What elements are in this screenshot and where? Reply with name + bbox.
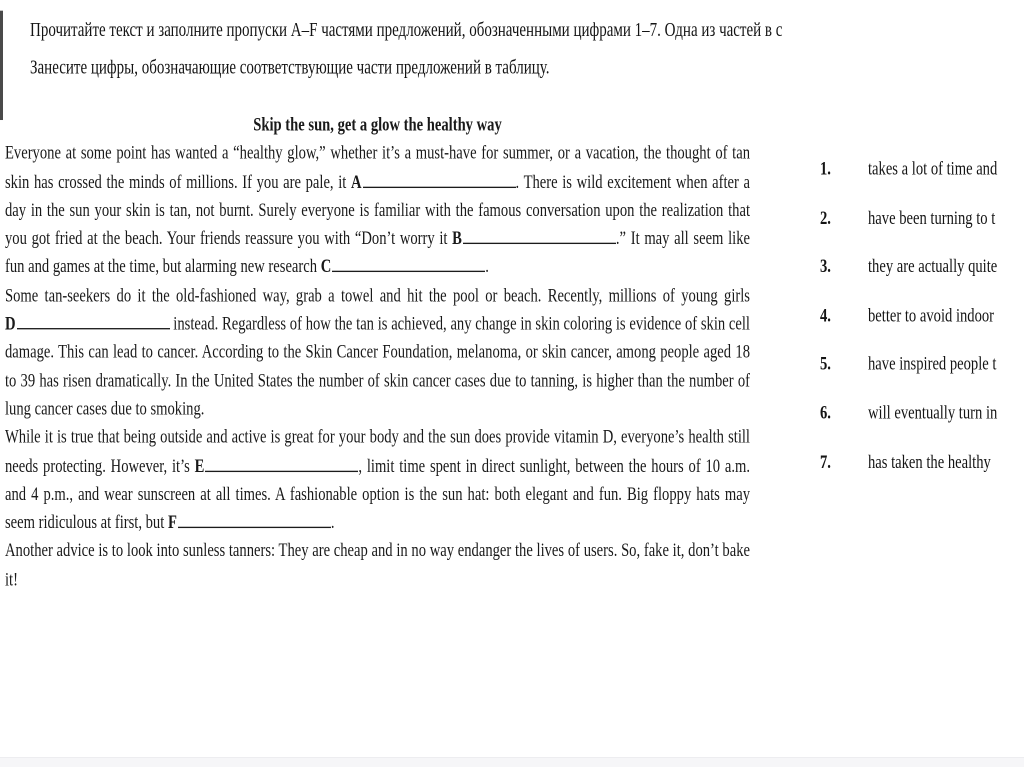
option-text: will eventually turn in	[868, 402, 998, 425]
gap-blank-line	[17, 325, 170, 329]
option-text: have inspired people t	[868, 353, 997, 376]
gap-blank-line	[178, 524, 331, 528]
paragraph: Another advice is to look into sunless tanners: They are cheap and in no way endanger the lives of users. So, fake it, don’t bake it!	[5, 540, 750, 591]
option-number: 3.	[820, 256, 831, 278]
gap-F	[168, 512, 331, 533]
option-text: takes a lot of time and	[868, 158, 998, 181]
option-item	[820, 305, 1024, 326]
option-item	[820, 256, 1024, 277]
paragraph: Everyone at some point has wanted a “healthy glow,” whether it’s a must-have for summer, or a vacation, the thought of tan skin has crossed the minds of millions. If you are pale, it A . There is wild excitement when after a day in the sun your skin is tan, not burnt. Surely everyone is familiar with the famous conversation upon the realization that you got fried at the beach. Your friends reassure you with “Don’t worry it B .” It may all seem like fun and games at the time, but alarming new research C .	[5, 143, 750, 279]
left-border-line	[0, 11, 3, 120]
reading-text	[5, 112, 750, 595]
option-number: 1.	[820, 158, 831, 181]
gap-letter-A: A	[350, 171, 362, 193]
option-number: 4.	[820, 305, 831, 327]
option-item	[820, 354, 1024, 375]
gap-C	[321, 257, 486, 278]
option-item	[820, 452, 1024, 473]
gap-letter-D: D	[5, 313, 16, 335]
answer-options-list	[820, 159, 1024, 501]
gap-E	[195, 455, 359, 476]
gap-blank-line	[205, 467, 358, 471]
gap-B	[452, 228, 616, 249]
option-item	[820, 159, 1024, 180]
paragraph: Some tan-seekers do it the old-fashioned way, grab a towel and hit the pool or beach. Recently, millions of young girls D instead. Regardless of how the tan is achieved, any change in skin coloring is evidence of skin cell damage. This can lead to cancer. According to the Skin Cancer Foundation, melanoma, or skin cancer, among people aged 18 to 39 has risen dramatically. In the United States the number of skin cancer cases due to tanning, is higher than the number of lung cancer cases due to smoking.	[5, 285, 750, 421]
bottom-strip	[0, 757, 1024, 767]
option-text: have been turning to t	[868, 207, 996, 229]
paragraph: While it is true that being outside and active is great for your body and the sun does provide vitamin D, everyone’s health still needs protecting. However, it’s E , limit time spent in direct sunlight, between the hours of 10 a.m. and 4 p.m., and wear sunscreen at all times. A fashionable option is the sun hat: both elegant and fun. Big floppy hats may seem ridiculous at first, but F .	[5, 427, 751, 534]
instruction-line-1: Прочитайте текст и заполните пропуски A–F частями предложений, обозначенными цифрами 1–7. Одна из частей в с	[30, 20, 783, 42]
gap-letter-E: E	[194, 455, 205, 477]
option-text: has taken the healthy	[868, 452, 991, 474]
gap-A	[351, 171, 516, 192]
option-number: 6.	[820, 402, 831, 425]
article-title: Skip the sun, get a glow the healthy way	[253, 114, 502, 137]
option-item	[820, 207, 1024, 228]
task-instructions	[30, 13, 1024, 87]
article-paragraphs	[5, 140, 750, 594]
gap-blank-line	[463, 240, 616, 244]
gap-blank-line	[332, 269, 485, 273]
gap-D	[5, 313, 170, 334]
option-text: better to avoid indoor	[868, 305, 995, 327]
instruction-line-2: Занесите цифры, обозначающие соответствующие части предложений в таблицу.	[30, 56, 550, 79]
option-number: 5.	[820, 353, 831, 376]
option-number: 7.	[820, 452, 831, 474]
option-number: 2.	[820, 207, 831, 229]
gap-blank-line	[363, 183, 516, 187]
option-item	[820, 403, 1024, 424]
gap-letter-B: B	[452, 228, 462, 250]
option-text: they are actually quite	[868, 256, 998, 278]
gap-letter-F: F	[167, 512, 177, 534]
gap-letter-C: C	[320, 256, 332, 279]
